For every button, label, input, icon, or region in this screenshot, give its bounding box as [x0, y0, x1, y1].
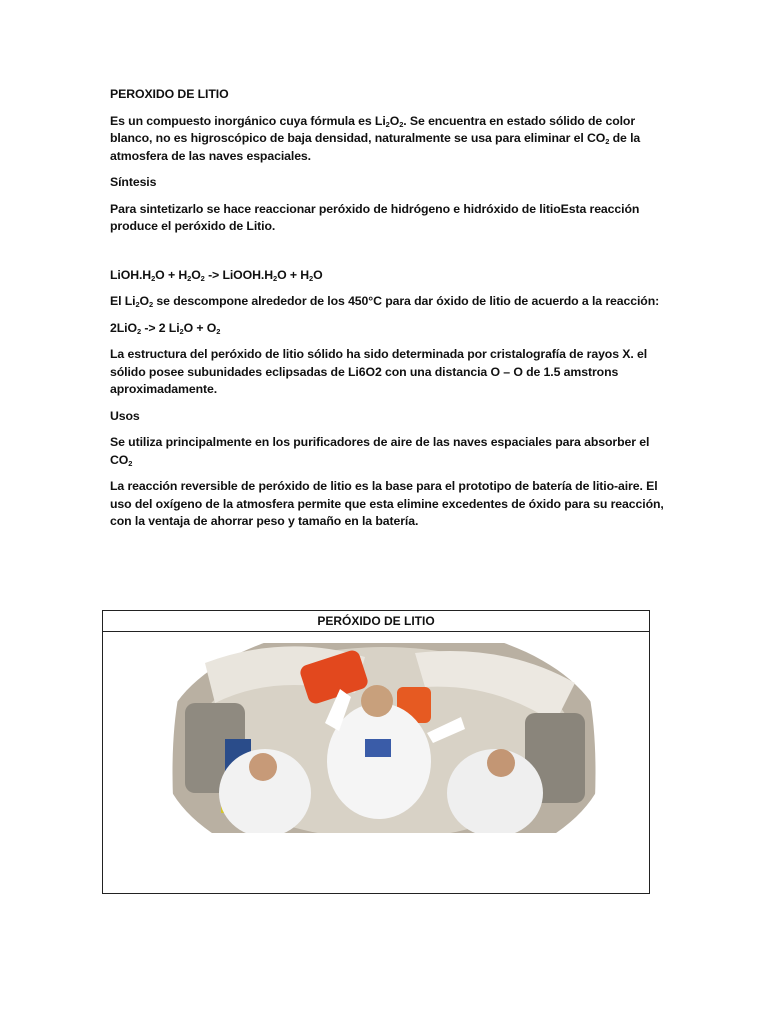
reaction-equation-2: 2LiO$_2$ -> 2 $Li_2O + O_2$ — [110, 320, 221, 336]
synthesis-heading: Síntesis — [110, 175, 157, 189]
figure-caption: PERÓXIDO DE LITIO — [103, 611, 649, 632]
uses-heading: Usos — [110, 408, 140, 423]
decomposition-paragraph: El $Li_2O_2$ se descompone alrededor de los 450°C para dar óxido de litio de acuerdo a la reacción: — [110, 294, 660, 309]
uses-paragraph-2: La reacción reversible de peróxido de litio es la base para el prototipo de batería de litio-aire. El uso del oxígeno de la atmosfera permite que esta elimine excedentes de óxido para su reacción, con la ventaja de ahorrar peso y tamaño en la batería. — [110, 479, 664, 528]
uses-paragraph-1: Se utiliza principalmente en los purificadores de aire de las naves espaciales para absorber el $CO_2$ — [110, 435, 650, 468]
figure-table — [102, 610, 650, 894]
reaction-equation-1: $LiOH.H_2O + H_2O_2$ -> $LiOOH.H_2O + H_2O$ — [110, 267, 323, 283]
structure-paragraph: La estructura del peróxido de litio sólido ha sido determinada por cristalografía de rayos X. el sólido posee subunidades eclipsadas de Li6O2 con una distancia O – O de 1.5 amstrons aproximadamente. — [110, 347, 648, 396]
astronauts-illustration — [165, 643, 603, 853]
document-body — [110, 86, 670, 540]
intro-paragraph: Es un compuesto inorgánico cuya fórmula es $Li_2O_2$. Se encuentra en estado sólido de color blanco, no es higroscópico de baja densidad, naturalmente se usa para eliminar el $CO_2$ de la atmosfera de las naves espaciales. — [110, 113, 641, 163]
synthesis-paragraph: Para sintetizarlo se hace reaccionar peróxido de hidrógeno e hidróxido de litioEsta reacción produce el peróxido de Litio. — [110, 201, 640, 233]
astronauts-photo — [165, 643, 603, 853]
document-title: PEROXIDO DE LITIO — [110, 87, 229, 101]
